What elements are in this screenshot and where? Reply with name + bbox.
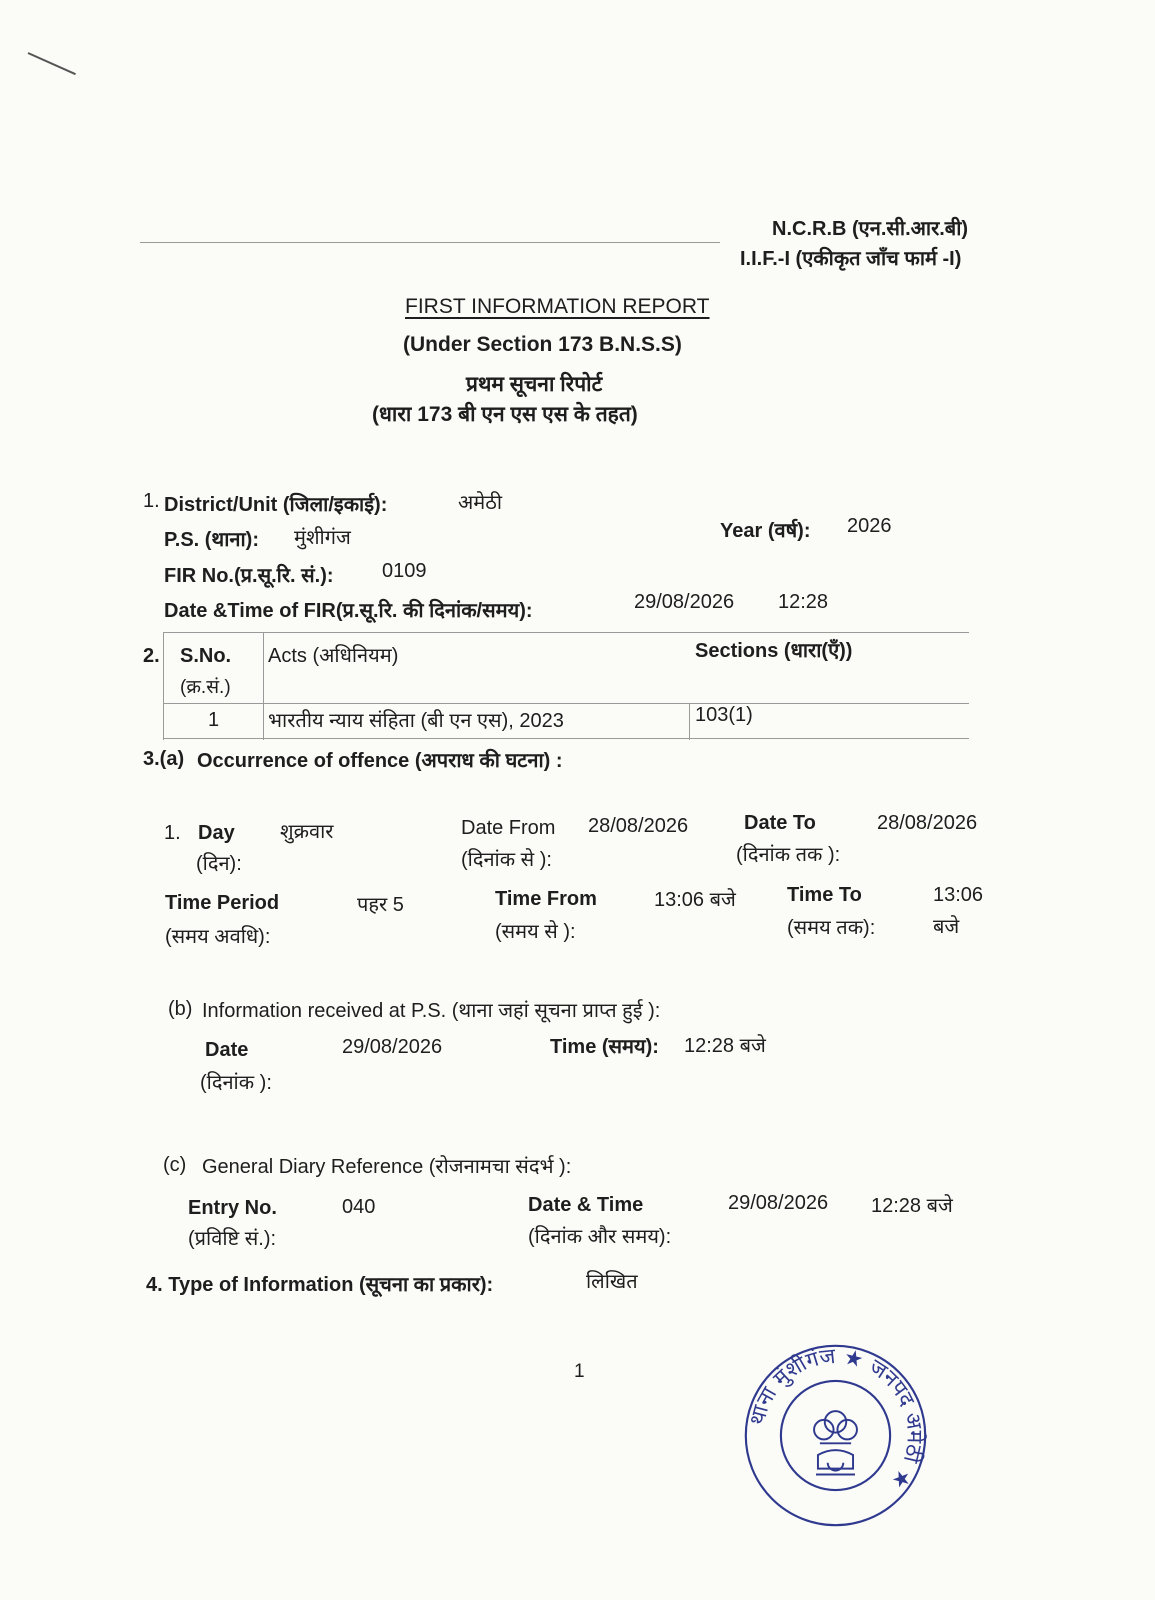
time-to-label-hindi: (समय तक): [787, 917, 876, 939]
ncrb-label: N.C.R.B (एन.सी.आर.बी) [772, 218, 969, 240]
year-label: Year (वर्ष): [720, 520, 811, 542]
report-title: FIRST INFORMATION REPORT [405, 295, 710, 318]
info-time-label: Time (समय): [550, 1036, 659, 1058]
district-value: अमेठी [458, 492, 503, 514]
date-from-label-hindi: (दिनांक से ): [461, 849, 552, 871]
report-title-hindi: प्रथम सूचना रिपोर्ट [466, 373, 603, 396]
time-to-value: 13:06 [933, 884, 984, 906]
date-to-label: Date To [744, 812, 816, 834]
time-to-value-unit: बजे [933, 916, 960, 938]
time-to-label: Time To [787, 884, 862, 906]
sections-header: Sections (धारा(एँ)) [695, 640, 853, 662]
date-from-value: 28/08/2026 [588, 815, 689, 837]
table-col-divider [263, 632, 264, 740]
day-number: 1. [164, 822, 181, 844]
table-bottom-rule [163, 738, 969, 739]
table-left-border [163, 632, 164, 740]
info-date-label: Date [205, 1039, 249, 1061]
date-from-label: Date From [461, 817, 556, 839]
fir-datetime-label: Date &Time of FIR(प्र.सू.रि. की दिनांक/समय): [164, 600, 533, 622]
occurrence-title: Occurrence of offence (अपराध की घटना) : [197, 750, 563, 772]
police-station-value: मुंशीगंज [294, 527, 351, 549]
report-subtitle: (Under Section 173 B.N.S.S) [403, 333, 682, 356]
section-3b-label: (b) [168, 998, 193, 1020]
table-cell-act: भारतीय न्याय संहिता (बी एन एस), 2023 [268, 710, 564, 732]
acts-header: Acts (अधिनियम) [268, 645, 399, 667]
time-from-label-hindi: (समय से ): [495, 921, 576, 943]
sno-header-hindi: (क्र.सं.) [180, 677, 231, 698]
day-value: शुक्रवार [280, 821, 334, 843]
sno-header: S.No. [180, 645, 232, 667]
entry-number-value: 040 [342, 1196, 376, 1218]
section-3a-label: 3.(a) [143, 748, 185, 770]
header-rule [140, 242, 720, 243]
entry-number-label: Entry No. [188, 1197, 277, 1219]
page-number: 1 [574, 1361, 585, 1382]
info-received-title: Information received at P.S. (थाना जहां सूचना प्राप्त हुई ): [202, 1000, 661, 1022]
time-from-label: Time From [495, 888, 597, 910]
time-period-value: पहर 5 [357, 894, 404, 916]
diary-reference-title: General Diary Reference (रोजनामचा संदर्भ ): [202, 1156, 572, 1178]
section-1-number: 1. [143, 490, 160, 512]
table-col-divider-2 [689, 703, 690, 740]
fir-number-value: 0109 [382, 560, 427, 582]
diary-date-value: 29/08/2026 [728, 1192, 829, 1214]
table-top-rule [163, 632, 969, 633]
table-header-rule [163, 703, 969, 704]
table-cell-sno: 1 [208, 709, 220, 731]
report-subtitle-hindi: (धारा 173 बी एन एस एस के तहत) [372, 403, 638, 426]
entry-number-label-hindi: (प्रविष्टि सं.): [188, 1228, 277, 1250]
information-type-value: लिखित [586, 1271, 638, 1293]
date-to-value: 28/08/2026 [877, 812, 978, 834]
police-station-seal [738, 1338, 933, 1533]
police-station-label: P.S. (थाना): [164, 529, 259, 551]
fir-date-value: 29/08/2026 [634, 591, 735, 613]
section-3c-label: (c) [163, 1154, 187, 1176]
diary-time-value: 12:28 बजे [871, 1195, 953, 1217]
year-value: 2026 [847, 515, 892, 537]
diary-datetime-label: Date & Time [528, 1194, 644, 1216]
district-label: District/Unit (जिला/इकाई): [164, 494, 388, 516]
iif-label: I.I.F.-I (एकीकृत जाँच फार्म -I) [740, 248, 962, 270]
table-cell-section: 103(1) [695, 704, 753, 726]
fir-number-label: FIR No.(प्र.सू.रि. सं.): [164, 565, 334, 587]
svg-text:थाना मुंशीगंज ★ जनपद अमेठी ★: थाना मुंशीगंज ★ जनपद अमेठी ★ [744, 1344, 927, 1494]
diary-datetime-label-hindi: (दिनांक और समय): [528, 1226, 672, 1248]
section-2-number: 2. [143, 645, 160, 667]
day-label: Day [198, 822, 235, 844]
time-from-value: 13:06 बजे [654, 889, 736, 911]
day-label-hindi: (दिन): [196, 853, 242, 875]
fir-time-value: 12:28 [778, 591, 829, 613]
info-time-value: 12:28 बजे [684, 1035, 766, 1057]
pen-scratch-mark [28, 52, 76, 75]
time-period-label: Time Period [165, 892, 280, 914]
info-date-value: 29/08/2026 [342, 1036, 443, 1058]
time-period-label-hindi: (समय अवधि): [165, 926, 271, 948]
information-type-label: 4. Type of Information (सूचना का प्रकार): [146, 1274, 494, 1296]
date-to-label-hindi: (दिनांक तक ): [736, 844, 841, 866]
info-date-label-hindi: (दिनांक ): [200, 1072, 272, 1094]
